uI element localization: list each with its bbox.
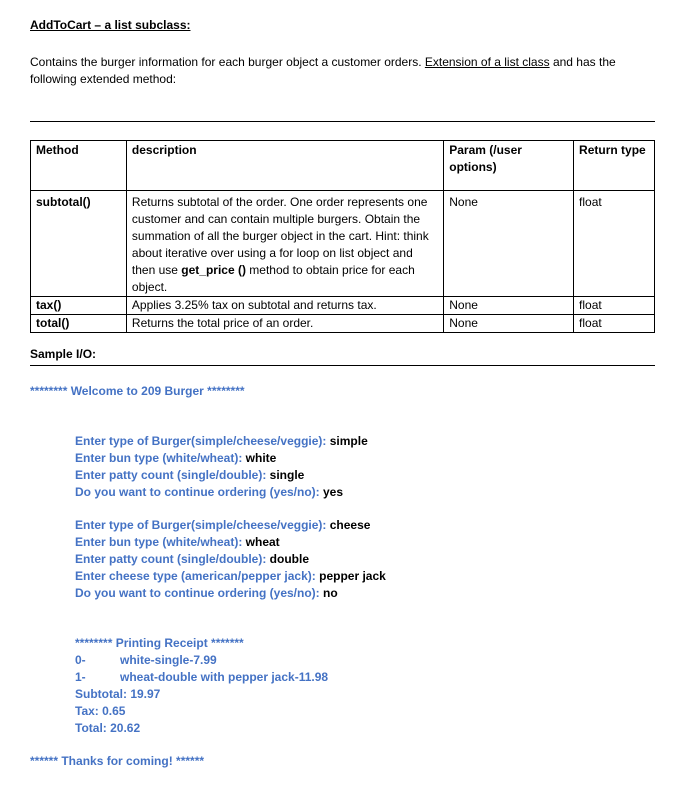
description-cell: Applies 3.25% tax on subtotal and returns tax.	[126, 297, 443, 315]
divider	[30, 121, 655, 122]
receipt-header: ******** Printing Receipt *******	[75, 636, 244, 650]
prompt-line	[75, 551, 309, 568]
method-cell: total()	[31, 315, 127, 333]
return-cell: float	[574, 297, 655, 315]
answer: single	[269, 468, 305, 482]
intro-paragraph	[30, 54, 655, 88]
answer: wheat	[245, 535, 280, 549]
answer: pepper jack	[319, 569, 386, 583]
param-cell: None	[444, 297, 574, 315]
answer: simple	[329, 434, 368, 448]
prompt: Enter type of Burger(simple/cheese/veggie):	[75, 518, 330, 532]
prompt: Enter cheese type (american/pepper jack):	[75, 569, 320, 583]
prompt-line	[75, 467, 304, 484]
return-cell: float	[574, 191, 655, 297]
header-method: Method	[31, 141, 127, 191]
table-row	[31, 191, 655, 297]
intro-extension-text: Extension of a list class	[424, 55, 550, 69]
method-table	[30, 140, 655, 333]
total-line: Total: 20.62	[75, 721, 141, 735]
prompt-line	[75, 484, 343, 501]
welcome-line: ******** Welcome to 209 Burger ********	[30, 384, 245, 398]
prompt: Enter bun type (white/wheat):	[75, 535, 246, 549]
prompt-line	[75, 517, 370, 534]
section-title: AddToCart – a list subclass:	[30, 18, 191, 32]
prompt: Enter patty count (single/double):	[75, 468, 270, 482]
tax-line: Tax: 0.65	[75, 704, 126, 718]
receipt-index: 1-	[75, 670, 86, 684]
prompt: Do you want to continue ordering (yes/no):	[75, 586, 323, 600]
answer: double	[269, 552, 309, 566]
receipt-item: wheat-double with pepper jack-11.98	[120, 670, 329, 684]
answer: cheese	[329, 518, 371, 532]
description-cell: Returns the total price of an order.	[126, 315, 443, 333]
table-row	[31, 297, 655, 315]
prompt: Do you want to continue ordering (yes/no):	[75, 485, 323, 499]
prompt-line	[75, 568, 386, 585]
prompt: Enter patty count (single/double):	[75, 552, 270, 566]
header-return-type: Return type	[574, 141, 655, 191]
prompt-line	[75, 534, 280, 551]
description-text-end: method to obtain price for each object.	[131, 263, 415, 294]
table-header-row	[31, 141, 655, 191]
receipt-item: white-single-7.99	[120, 653, 217, 667]
param-cell: None	[444, 315, 574, 333]
prompt-line	[75, 450, 276, 467]
header-param: Param (/user options)	[444, 141, 574, 191]
answer: no	[323, 586, 338, 600]
prompt-line	[75, 585, 338, 602]
return-cell: float	[574, 315, 655, 333]
param-cell: None	[444, 191, 574, 297]
table-row	[31, 315, 655, 333]
method-cell: subtotal()	[31, 191, 127, 297]
answer: yes	[323, 485, 344, 499]
description-cell	[126, 191, 443, 297]
intro-text: Contains the burger information for each burger object a customer orders.	[30, 55, 425, 69]
prompt-line	[75, 433, 368, 450]
prompt: Enter bun type (white/wheat):	[75, 451, 246, 465]
subtotal-line: Subtotal: 19.97	[75, 687, 161, 701]
description-code: get_price ()	[181, 263, 246, 277]
answer: white	[245, 451, 277, 465]
description-text: Returns subtotal of the order. One order represents one customer and can contain multiple burgers. Obtain the summation of all the burger object in the cart. Hint: think about iterative over using a for loop on list object and then use	[131, 195, 429, 277]
header-description: description	[126, 141, 443, 191]
intro-text-end: and has the following extended method:	[30, 55, 616, 86]
thanks-line: ****** Thanks for coming! ******	[30, 754, 205, 768]
receipt-index: 0-	[75, 653, 86, 667]
sample-io-heading: Sample I/O:	[30, 347, 97, 361]
prompt: Enter type of Burger(simple/cheese/veggie):	[75, 434, 330, 448]
divider	[30, 365, 655, 366]
method-cell: tax()	[31, 297, 127, 315]
